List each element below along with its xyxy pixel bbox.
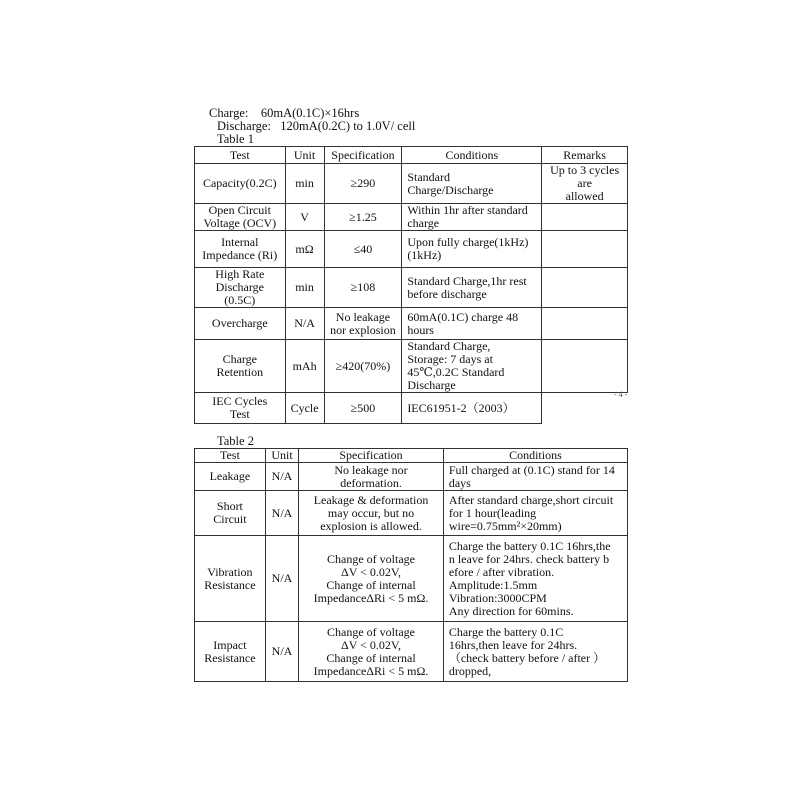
- spec-cell: ≤40: [324, 231, 402, 268]
- header-cell: Conditions: [443, 449, 627, 463]
- test-cell: Internal Impedance (Ri): [195, 231, 286, 268]
- test-cell: Short Circuit: [195, 491, 266, 536]
- table1-label: Table 1: [217, 132, 254, 146]
- spec-cell: No leakage nor deformation.: [299, 463, 444, 491]
- table-row: [195, 204, 628, 231]
- table2-header-row: [195, 449, 628, 463]
- spec-cell: Leakage & deformation may occur, but no explosion is allowed.: [299, 491, 444, 536]
- conditions-cell: Charge the battery 0.1C 16hrs,then leave for 24hrs. （check battery before / after ） dropped,: [443, 622, 627, 682]
- conditions-cell: 60mA(0.1C) charge 48 hours: [402, 308, 542, 340]
- test-cell: Open Circuit Voltage (OCV): [195, 204, 286, 231]
- unit-cell: N/A: [265, 491, 298, 536]
- test-cell: Impact Resistance: [195, 622, 266, 682]
- spec-cell: ≥108: [324, 268, 402, 308]
- charge-line: Charge: 60mA(0.1C)×16hrs: [209, 106, 360, 120]
- unit-cell: min: [285, 268, 324, 308]
- unit-cell: N/A: [265, 463, 298, 491]
- spec-cell: ≥290: [324, 164, 402, 204]
- remarks-cell: [542, 268, 628, 308]
- table-row: [195, 308, 628, 340]
- unit-cell: mΩ: [285, 231, 324, 268]
- table2-label: Table 2: [217, 434, 254, 448]
- conditions-cell: Upon fully charge(1kHz) (1kHz): [402, 231, 542, 268]
- discharge-line: Discharge: 120mA(0.2C) to 1.0V/ cell: [217, 119, 416, 133]
- spec-cell: ≥1.25: [324, 204, 402, 231]
- conditions-cell: After standard charge,short circuit for 1 hour(leading wire=0.75mm²×20mm): [443, 491, 627, 536]
- table-row: [195, 393, 628, 424]
- table-row: [195, 463, 628, 491]
- table-row: [195, 340, 628, 393]
- unit-cell: Cycle: [285, 393, 324, 424]
- conditions-cell: IEC61951-2（2003）: [402, 393, 542, 424]
- unit-cell: N/A: [285, 308, 324, 340]
- table-row: [195, 536, 628, 622]
- table-row: [195, 231, 628, 268]
- conditions-cell: Full charged at (0.1C) stand for 14 days: [443, 463, 627, 491]
- test-cell: Capacity(0.2C): [195, 164, 286, 204]
- table1-header-row: [195, 147, 628, 164]
- spec-cell: Change of voltage ΔV < 0.02V, Change of internal ImpedanceΔRi < 5 mΩ.: [299, 536, 444, 622]
- header-cell: Specification: [299, 449, 444, 463]
- remarks-cell: [542, 308, 628, 340]
- unit-cell: min: [285, 164, 324, 204]
- remarks-cell: [542, 231, 628, 268]
- table1: [194, 146, 628, 424]
- conditions-cell: Standard Charge,1hr rest before discharge: [402, 268, 542, 308]
- spec-cell: No leakage nor explosion: [324, 308, 402, 340]
- spec-cell: ≥500: [324, 393, 402, 424]
- header-cell: Specification: [324, 147, 402, 164]
- conditions-cell: Charge the battery 0.1C 16hrs,the n leave for 24hrs. check battery b efore / after vibration. Amplitude:1.5mm Vibration:3000CPM Any direction for 60mins.: [443, 536, 627, 622]
- spec-cell: Change of voltage ΔV < 0.02V, Change of internal ImpedanceΔRi < 5 mΩ.: [299, 622, 444, 682]
- test-cell: High Rate Discharge (0.5C): [195, 268, 286, 308]
- header-cell: Test: [195, 449, 266, 463]
- test-cell: Leakage: [195, 463, 266, 491]
- page-number: - 4 -: [614, 390, 628, 399]
- remarks-cell: [542, 204, 628, 231]
- header-cell: Conditions: [402, 147, 542, 164]
- test-cell: Vibration Resistance: [195, 536, 266, 622]
- test-cell: Overcharge: [195, 308, 286, 340]
- unit-cell: N/A: [265, 536, 298, 622]
- spec-cell: ≥420(70%): [324, 340, 402, 393]
- test-cell: Charge Retention: [195, 340, 286, 393]
- table-row: [195, 622, 628, 682]
- table2: [194, 448, 628, 682]
- test-cell: IEC Cycles Test: [195, 393, 286, 424]
- remarks-cell: [542, 340, 628, 393]
- header-cell: Unit: [265, 449, 298, 463]
- table-row: [195, 491, 628, 536]
- header-cell: Unit: [285, 147, 324, 164]
- header-cell: Remarks: [542, 147, 628, 164]
- conditions-cell: Within 1hr after standard charge: [402, 204, 542, 231]
- conditions-cell: Standard Charge/Discharge: [402, 164, 542, 204]
- table-row: [195, 164, 628, 204]
- header-cell: Test: [195, 147, 286, 164]
- conditions-cell: Standard Charge, Storage: 7 days at 45℃,0.2C Standard Discharge: [402, 340, 542, 393]
- table-row: [195, 268, 628, 308]
- unit-cell: N/A: [265, 622, 298, 682]
- remarks-cell: Up to 3 cycles are allowed: [542, 164, 628, 204]
- unit-cell: V: [285, 204, 324, 231]
- unit-cell: mAh: [285, 340, 324, 393]
